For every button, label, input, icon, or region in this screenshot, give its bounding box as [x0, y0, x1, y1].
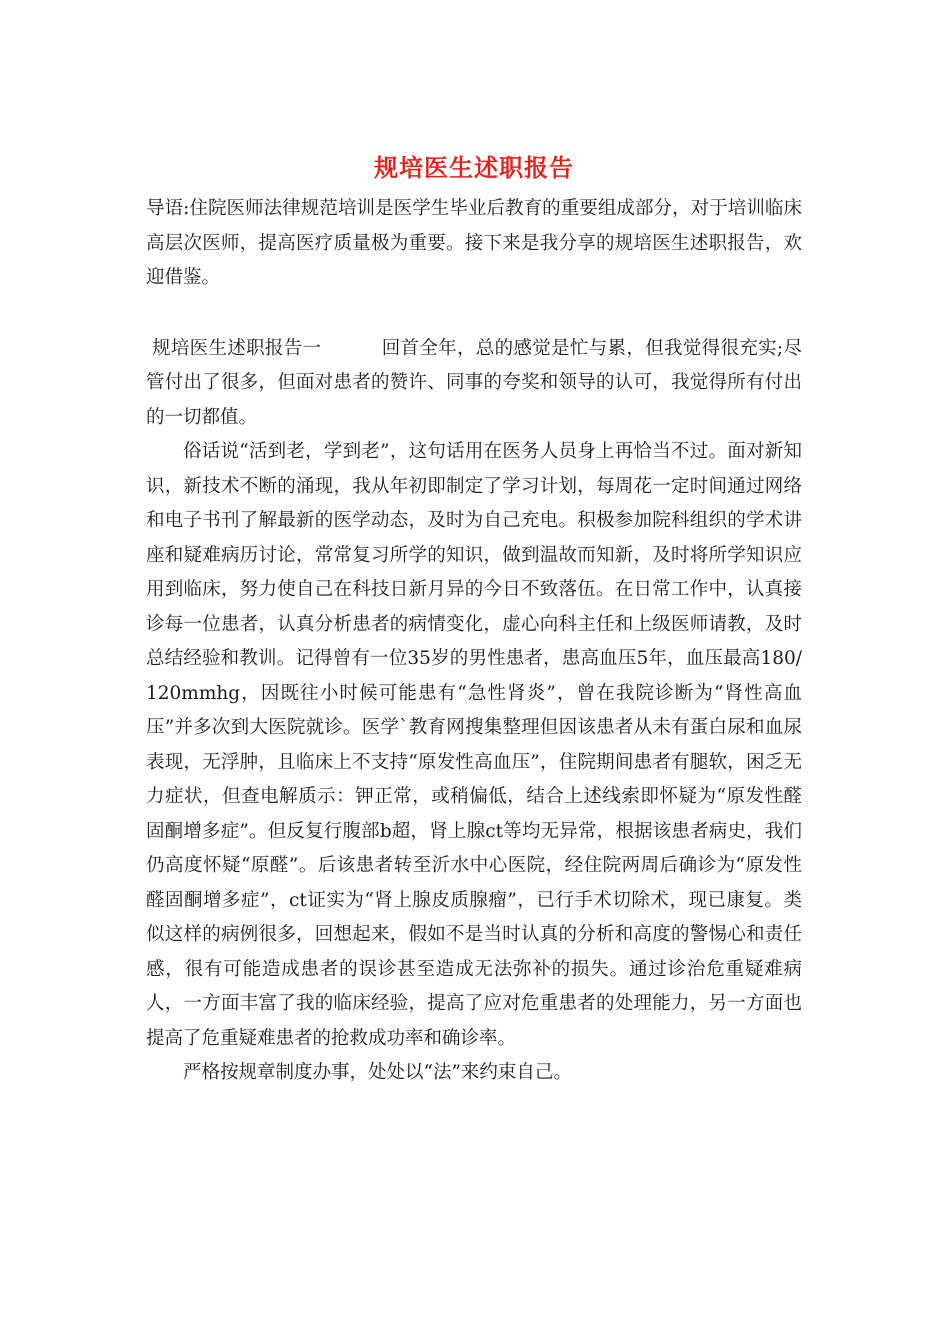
paragraph-3: 严格按规章制度办事，处处以“法”来约束自己。	[183, 1062, 572, 1083]
paragraph-1: 回首全年，总的感觉是忙与累，但我觉得很充实;尽管付出了很多，但面对患者的赞许、同事的夸奖和领导的认可，我觉得所有付出的一切都值。	[146, 337, 802, 428]
section-one-paragraph	[146, 332, 802, 436]
intro-paragraph: 导语:住院医师法律规范培训是医学生毕业后教育的重要组成部分，对于培训临床高层次医师，提高医疗质量极为重要。接下来是我分享的规培医生述职报告，欢迎借鉴。	[146, 198, 802, 288]
section-heading: 规培医生述职报告一	[152, 337, 322, 359]
paragraph-2: 俗话说“活到老，学到老”，这句话用在医务人员身上再恰当不过。面对新知识，新技术不断的涌现，我从年初即制定了学习计划，每周花一定时间通过网络和电子书刊了解最新的医学动态，及时为自己充电。积极参加院科组织的学术讲座和疑难病历讨论，常常复习所学的知识，做到温故而知新，及时将所学知识应用到临床，努力使自己在科技日新月异的今日不致落伍。在日常工作中，认真接诊每一位患者，认真分析患者的病情变化，虚心向科主任和上级医师请教，及时总结经验和教训。记得曾有一位35岁的男性患者，患高血压5年，血压最高180/120mmhg，因既往小时候可能患有“急性肾炎”，曾在我院诊断为“肾性高血压”并多次到大医院就诊。医学`教育网搜集整理但因该患者从未有蛋白尿和血尿表现，无浮肿，且临床上不支持“原发性高血压”，住院期间患者有腿软，困乏无力症状，但查电解质示：钾正常，或稍偏低，结合上述线索即怀疑为“原发性醛固酮增多症”。但反复行腹部b超，肾上腺ct等均无异常，根据该患者病史，我们仍高度怀疑“原醛”。后该患者转至沂水中心医院，经住院两周后确诊为“原发性醛固酮增多症”，ct证实为“肾上腺皮质腺瘤”，已行手术切除术，现已康复。类似这样的病例很多，回想起来，假如不是当时认真的分析和高度的警惕心和责任感，很有可能造成患者的误诊甚至造成无法弥补的损失。通过诊治危重疑难病人，一方面丰富了我的临床经验，提高了应对危重患者的处理能力，另一方面也提高了危重疑难患者的抢救成功率和确诊率。	[146, 441, 802, 1049]
document-title: 规培医生述职报告	[374, 153, 574, 182]
